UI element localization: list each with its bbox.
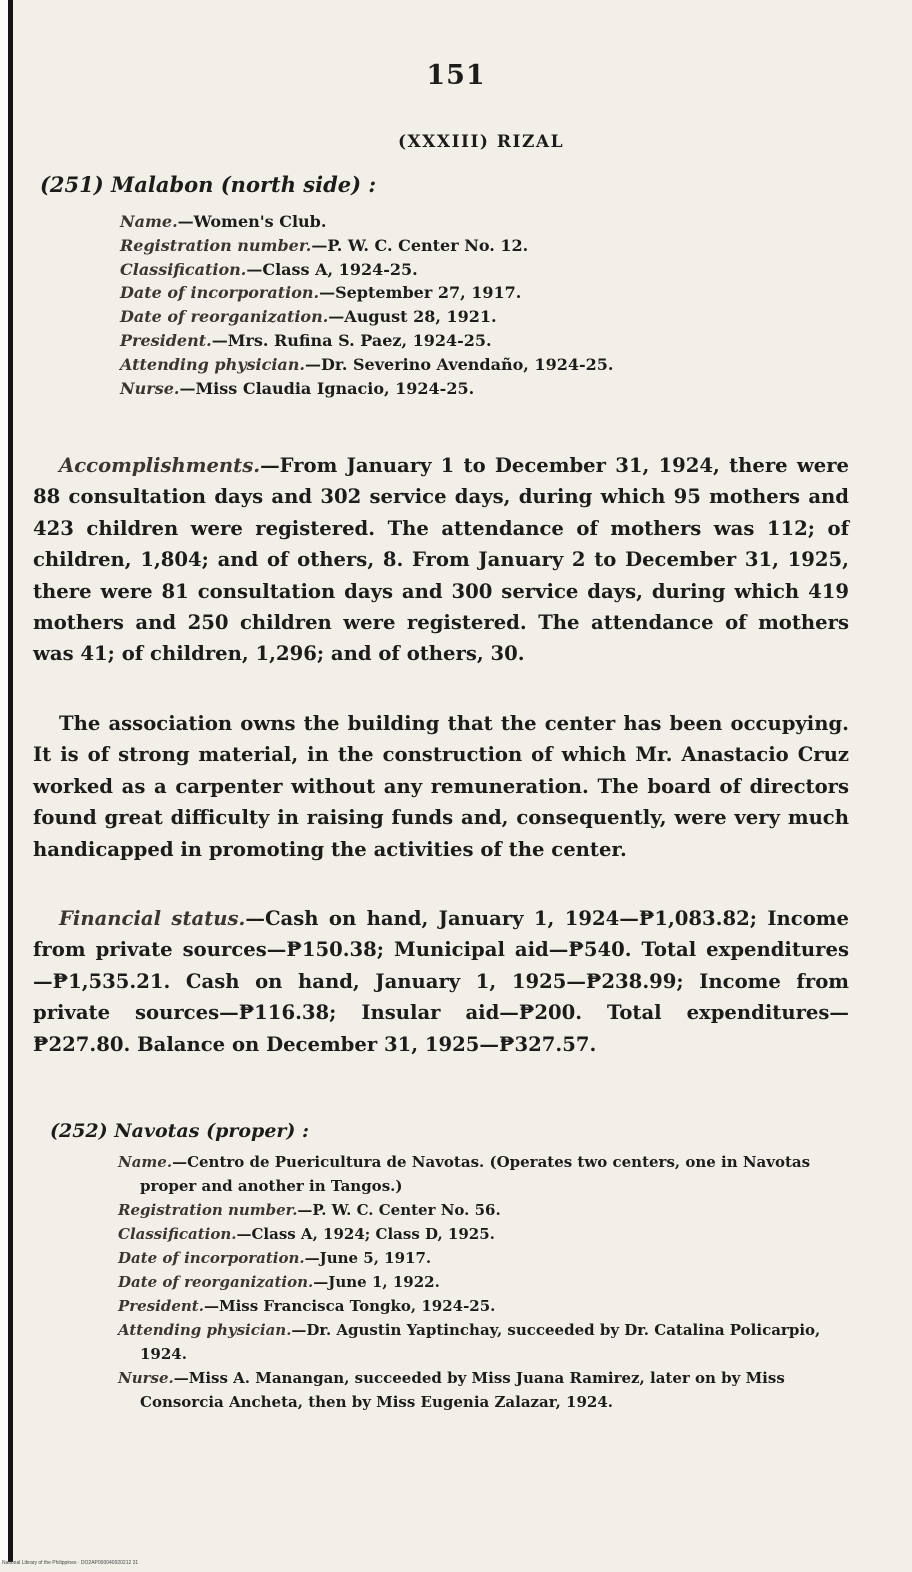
- entry-252-fields: [118, 1150, 840, 1414]
- field-nurse: Nurse.—Miss A. Manangan, succeeded by Miss Juana Ramirez, later on by Miss Consorcia Ancheta, then by Miss Eugenia Zalazar, 1924.: [118, 1369, 785, 1411]
- field-name: Name.—Centro de Puericultura de Navotas. (Operates two centers, one in Navotas proper and another in Tangos.): [118, 1153, 811, 1195]
- financial-text: Cash on hand, January 1, 1924—₱1,083.82; Income from private sources—₱150.38; Municipal aid—₱540. Total expenditures—₱1,535.21. Cash on hand, January 1, 1925—₱238.99; Income from private sources—₱116.38; Insular aid—₱200. Total expenditures—₱227.80. Balance on December 31, 1925—₱327.57.: [33, 907, 849, 1056]
- field-president: President.—Mrs. Rufina S. Paez, 1924-25.: [120, 330, 492, 350]
- entry-qualifier: (proper) :: [206, 1120, 310, 1142]
- entry-place: Navotas: [114, 1120, 200, 1142]
- scan-footer-note: National Library of the Philippines · DO2AP000040920212 31: [2, 1560, 139, 1566]
- financial-paragraph: Financial status.—Cash on hand, January 1, 1924—₱1,083.82; Income from private sources—₱150.38; Municipal aid—₱540. Total expenditures—₱1,535.21. Cash on hand, January 1, 1925—₱238.99; Income from private sources—₱116.38; Insular aid—₱200. Total expenditures—₱227.80. Balance on December 31, 1925—₱327.57.: [33, 907, 849, 1056]
- entry-number: (252): [50, 1120, 108, 1142]
- field-classification: Classification.—Class A, 1924; Class D, 1925.: [118, 1225, 495, 1243]
- entry-251-heading: [40, 172, 376, 197]
- accomplishments-paragraph: Accomplishments.—From January 1 to December 31, 1924, there were 88 consultation days and 302 service days, during which 95 mothers and 423 children were registered. The attendance of mothers was 112; of children, 1,804; and of others, 8. From January 2 to December 31, 1925, there were 81 consultation days and 300 service days, during which 419 mothers and 250 children were registered. The attendance of mothers was 41; of children, 1,296; and of others, 30.: [33, 454, 849, 666]
- field-registration-number: Registration number.—P. W. C. Center No. 56.: [118, 1201, 501, 1219]
- entry-251-fields: [120, 210, 840, 400]
- accomplishments-text: From January 1 to December 31, 1924, there were 88 consultation days and 302 service days, during which 95 mothers and 423 children were registered. The attendance of mothers was 112; of children, 1,804; and of others, 8. From January 2 to December 31, 1925, there were 81 consultation days and 300 service days, during which 419 mothers and 250 children were registered. The attendance of mothers was 41; of children, 1,296; and of others, 30.: [33, 454, 849, 666]
- entry-place: Malabon: [111, 172, 214, 197]
- field-registration-number: Registration number.—P. W. C. Center No. 12.: [120, 235, 529, 255]
- section-heading: (XXXIII) RIZAL: [397, 132, 565, 152]
- field-attending-physician: Attending physician.—Dr. Severino Avendaño, 1924-25.: [120, 354, 614, 374]
- financial-label: Financial status.: [59, 907, 246, 930]
- building-paragraph: The association owns the building that the center has been occupying. It is of strong material, in the construction of which Mr. Anastacio Cruz worked as a carpenter without any remuneration. The board of directors found great difficulty in raising funds and, consequently, were very much handicapped in promoting the activities of the center.: [33, 712, 849, 861]
- field-date-of-reorganization: Date of reorganization.—June 1, 1922.: [118, 1273, 440, 1291]
- entry-252-heading: [50, 1120, 309, 1142]
- accomplishments-label: Accomplishments.: [59, 454, 261, 477]
- field-attending-physician: Attending physician.—Dr. Agustin Yaptinchay, succeeded by Dr. Catalina Policarpio, 1924.: [118, 1321, 821, 1363]
- entry-qualifier: (north side) :: [220, 172, 377, 197]
- field-nurse: Nurse.—Miss Claudia Ignacio, 1924-25.: [120, 378, 475, 398]
- entry-number: (251): [40, 172, 104, 197]
- field-date-of-reorganization: Date of reorganization.—August 28, 1921.: [120, 307, 497, 327]
- field-president: President.—Miss Francisca Tongko, 1924-25.: [118, 1297, 496, 1315]
- page-number: 151: [426, 60, 486, 91]
- field-classification: Classification.—Class A, 1924-25.: [120, 259, 418, 279]
- field-name: Name.—Women's Club.: [120, 212, 327, 231]
- field-date-of-incorporation: Date of incorporation.—June 5, 1917.: [118, 1249, 432, 1267]
- field-date-of-incorporation: Date of incorporation.—September 27, 1917.: [120, 283, 522, 303]
